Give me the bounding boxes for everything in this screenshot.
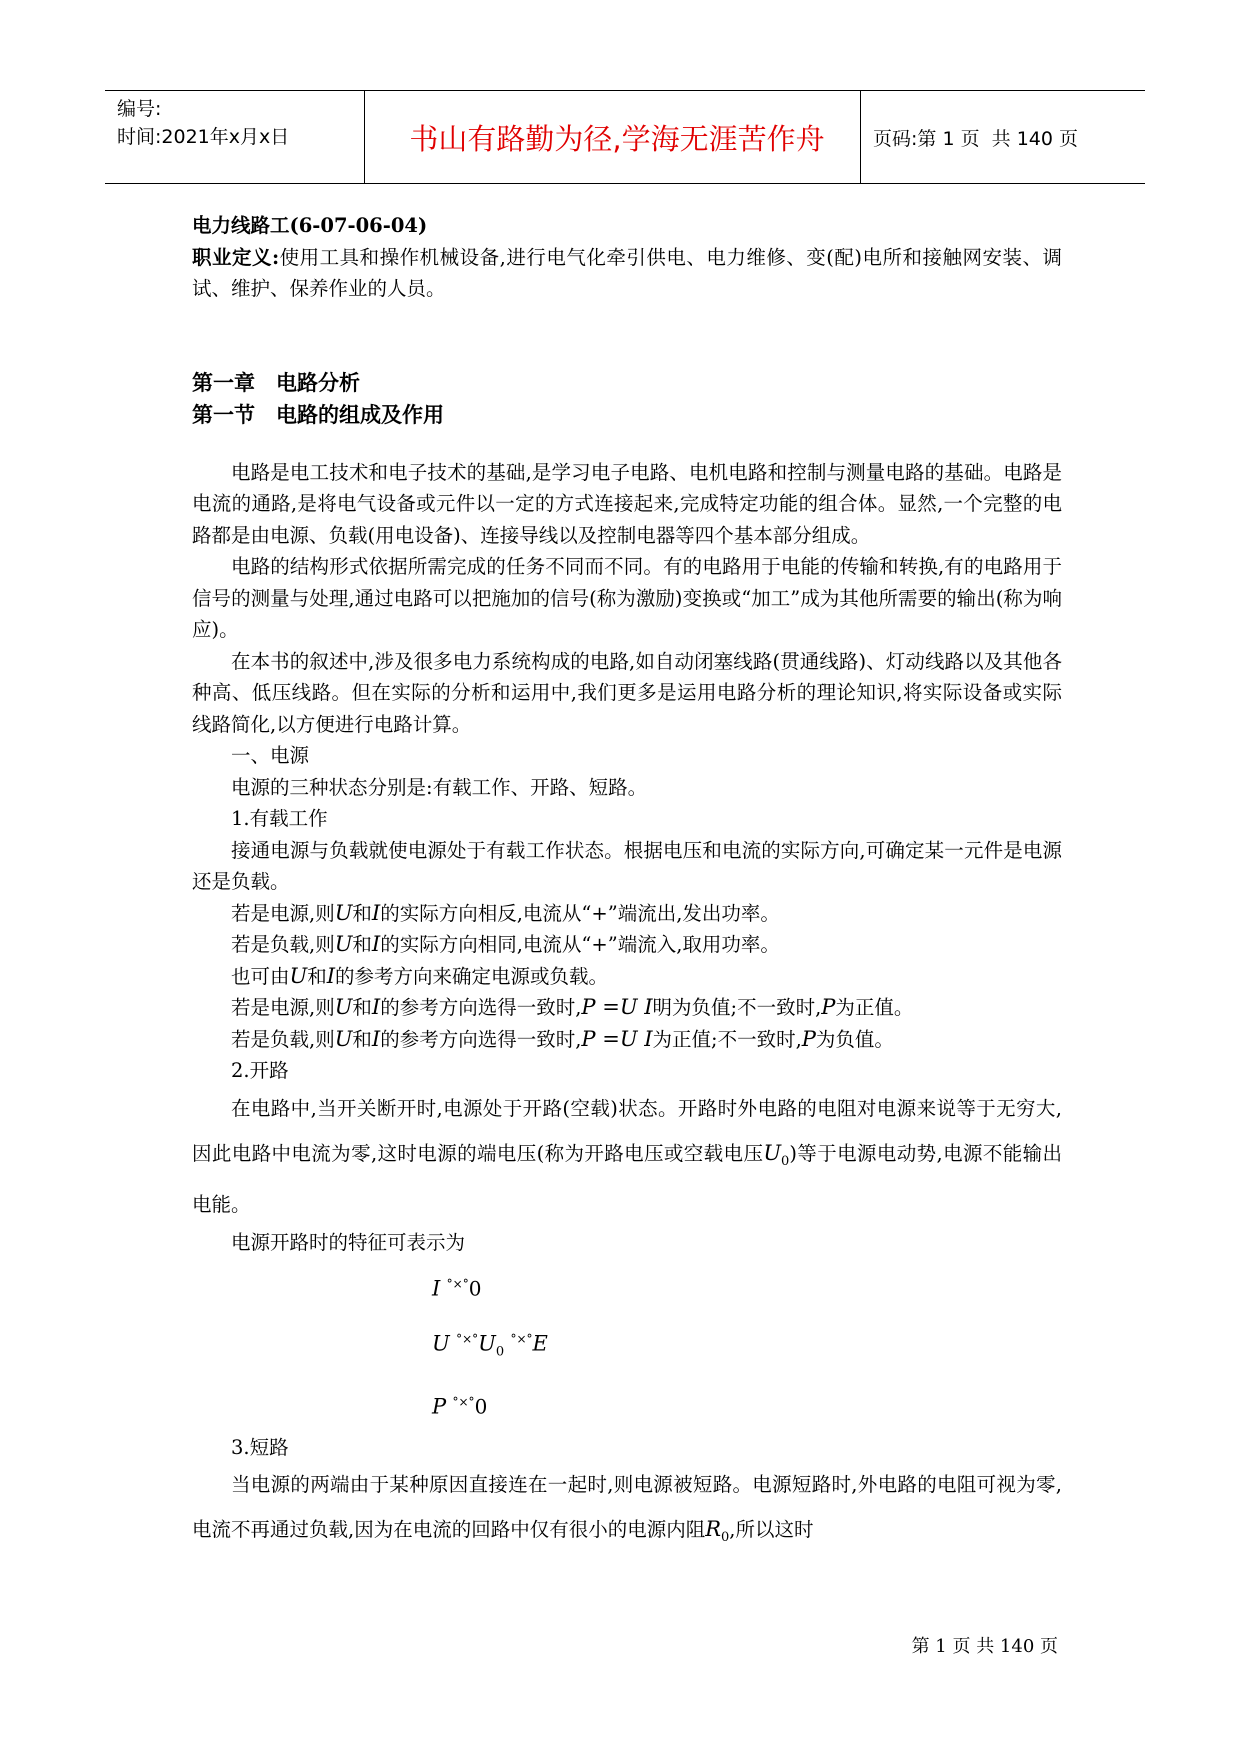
equation-power: P °×°0 (432, 1394, 488, 1419)
equation-current: I °×°0 (432, 1276, 482, 1301)
equation-block (192, 1259, 1062, 1432)
subheading-power-source: 一、电源 (231, 744, 310, 767)
header-page-info: 页码:第 1 页 共 140 页 (873, 127, 1078, 150)
paragraph: 在本书的叙述中,涉及很多电力系统构成的电路,如自动闭塞线路(贯通线路)、灯动线路以及其他各种高、低压线路。但在实际的分析和运用中,我们更多是运用电路分析的理论知识,将实际设备或实际线路简化,以方便进行电路计算。 (192, 649, 1062, 736)
job-definition: 职业定义:使用工具和操作机械设备,进行电气化牵引供电、电力维修、变(配)电所和接触网安装、调试、维护、保养作业的人员。 (192, 245, 1062, 300)
paragraph: 电路是电工技术和电子技术的基础,是学习电子电路、电机电路和控制与测量电路的基础。电路是电流的通路,是将电气设备或元件以一定的方式连接起来,完成特定功能的组合体。显然,一个完整的电路都是由电源、负载(用电设备)、连接导线以及控制电器等四个基本部分组成。 (192, 460, 1062, 547)
subheading-short-circuit: 3.短路 (231, 1435, 289, 1459)
header-divider (860, 91, 861, 183)
paragraph: 电路的结构形式依据所需完成的任务不同而不同。有的电路用于电能的传输和转换,有的电路用于信号的测量与处理,通过电路可以把施加的信号(称为激励)变换或“加工”成为其他所需要的输出(称为响应)。 (192, 555, 1062, 641)
paragraph: 也可由U和I的参考方向来确定电源或负载。 (231, 963, 609, 988)
paragraph: 电源的三种状态分别是:有载工作、开路、短路。 (231, 775, 648, 799)
paragraph: 接通电源与负载就使电源处于有载工作状态。根据电压和电流的实际方向,可确定某一元件是电源还是负载。 (192, 838, 1062, 893)
page-footer: 第 1 页 共 140 页 (911, 1636, 1058, 1657)
paragraph: 若是负载,则U和I的实际方向相同,电流从“+”端流入,取用功率。 (231, 932, 780, 956)
paragraph: 当电源的两端由于某种原因直接连在一起时,则电源被短路。电源短路时,外电路的电阻可视为零,电流不再通过负载,因为在电流的回路中仅有很小的电源内阻$R_0$,所以这时 (192, 1473, 1062, 1546)
equation-voltage: U $^{^\circ\times^\circ}U_0$ °×°E (432, 1331, 548, 1360)
chapter-title: 第一章 电路分析 (192, 369, 360, 395)
document-body (192, 210, 1062, 1560)
job-title: 电力线路工(6-07-06-04) (192, 214, 428, 237)
header-motto: 书山有路勤为径,学海无涯苦作舟 (409, 121, 825, 156)
paragraph: 在电路中,当开关断开时,电源处于开路(空载)状态。开路时外电路的电阻对电源来说等于无穷大,因此电路中电流为零,这时电源的端电压(称为开路电压或空载电压$U_0$)等于电源电动势,电源不能输出电能。 (192, 1096, 1062, 1217)
header-left (117, 95, 289, 151)
paragraph: 若是电源,则U和I的实际方向相反,电流从“+”端流出,发出功率。 (231, 900, 780, 925)
paragraph: 若是负载,则U和I的参考方向选得一致时,P =U I为正值;不一致时,P为负值。 (231, 1026, 894, 1051)
subheading-open-circuit: 2.开路 (231, 1059, 289, 1082)
doc-number-label: 编号: (117, 98, 162, 120)
paragraph: 电源开路时的特征可表示为 (231, 1231, 466, 1255)
subheading-loaded: 1.有载工作 (231, 807, 328, 830)
paragraph: 若是电源,则U和I的参考方向选得一致时,P =U I明为负值;不一致时,P为正值。 (231, 995, 914, 1019)
page-header (105, 90, 1145, 184)
doc-time-label: 时间:2021年x月x日 (117, 126, 290, 148)
header-divider (364, 91, 365, 183)
section-title: 第一节 电路的组成及作用 (192, 401, 444, 427)
